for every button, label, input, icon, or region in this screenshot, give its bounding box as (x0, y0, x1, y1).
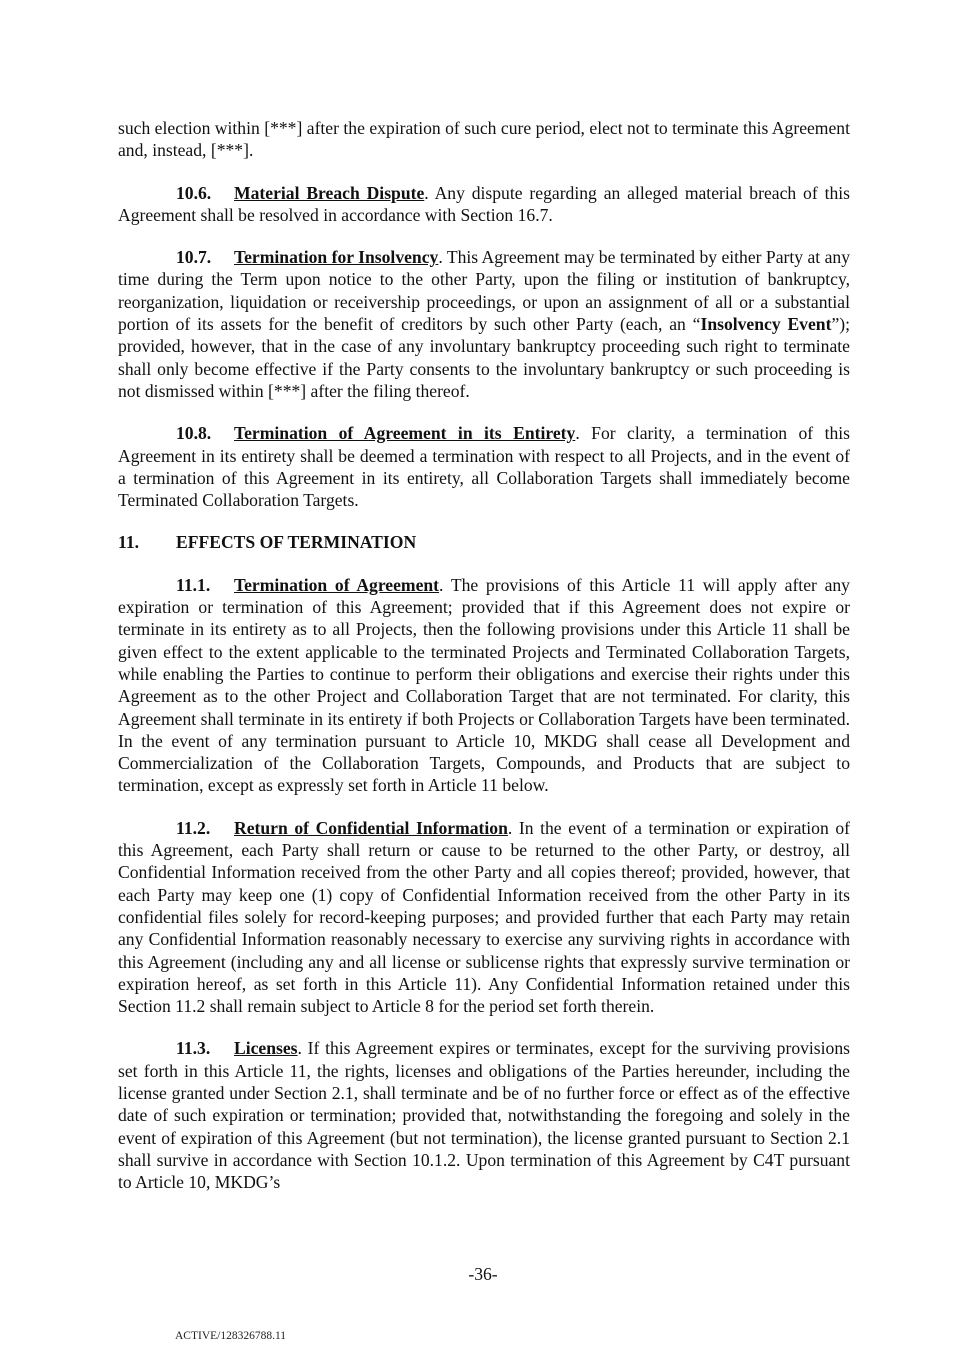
section-title: Termination for Insolvency (234, 247, 439, 268)
article-11-heading (118, 531, 850, 553)
section-title: Termination of Agreement (234, 574, 440, 595)
section-number: 11.3. (176, 1038, 211, 1059)
document-body (118, 117, 850, 1213)
section-body: . In the event of a termination or expiration of this Agreement, each Party shall return or cause to be returned to the other Party, or destroy, all Confidential Information received from the other Party and all copies thereof; provided, however, that each Party may keep one (1) copy of Confidential Information received from the other Party in its confidential files solely for record-keeping purposes; and provided further that each Party may retain any Confidential Information reasonably necessary to exercise any surviving rights in accordance with this Agreement (including any and all license or sublicense rights that expressly survive termination or expiration hereof, as set forth in this Article 11). Any Confidential Information retained under this Section 11.2 shall remain subject to Article 8 for the period set forth therein. (118, 817, 850, 1017)
section-body: . The provisions of this Article 11 will apply after any expiration or termination of this Agreement; provided that if this Agreement does not expire or terminate in its entirety as to all Projects, then the following provisions under this Article 11 shall be given effect to the extent applicable to the terminated Projects and Terminated Collaboration Targets, while enabling the Parties to continue to perform their obligations and exercise their rights under this Agreement as to the other Project and Collaboration Target that are not terminated. For clarity, this Agreement shall terminate in its entirety if both Projects or Collaboration Targets have been terminated. In the event of any termination pursuant to Article 10, MKDG shall cease all Development and Commercialization of the Collaboration Targets, Compounds, and Products that are subject to termination, except as expressly set forth in Article 11 below. (118, 574, 850, 796)
section-body: ”); provided, however, that in the case of any involuntary bankruptcy proceeding such right to terminate shall only become effective if the Party consents to the involuntary bankruptcy or such proceeding is not dismissed within [***] after the filing thereof. (118, 314, 850, 401)
section-title: Return of Confidential Information (234, 817, 508, 838)
section-10-7 (118, 246, 850, 402)
section-number: 11.2. (176, 817, 211, 838)
section-body: . If this Agreement expires or terminates, except for the surviving provisions set forth in this Article 11, the rights, licenses and obligations of the Parties hereunder, including the license granted under Section 2.1, shall terminate and be of no further force or effect as of the effective date of such expiration or termination; provided that, notwithstanding the foregoing and solely in the event of expiration of this Agreement (but not termination), the license granted pursuant to Section 2.1 shall survive in accordance with Section 10.1.2. Upon termination of this Agreement by C4T pursuant to Article 10, MKDG’s (118, 1038, 850, 1193)
section-body: . Any dispute regarding an alleged material breach of this Agreement shall be resolved in accordance with Section 16.7. (118, 182, 850, 225)
section-10-6 (118, 182, 850, 227)
section-10-8 (118, 422, 850, 511)
section-title: Licenses (234, 1038, 298, 1059)
section-body: . For clarity, a termination of this Agreement in its entirety shall be deemed a termination with respect to all Projects, and in the event of a termination of this Agreement in its entirety, all Collaboration Targets shall immediately become Terminated Collaboration Targets. (118, 423, 850, 511)
page-number: -36- (468, 1264, 498, 1284)
section-number: 10.8. (176, 423, 212, 444)
section-number: 11.1. (176, 574, 211, 595)
defined-term: Insolvency Event (700, 314, 832, 335)
paragraph-continuation: such election within [***] after the expiration of such cure period, elect not to terminate this Agreement and, instead, [***]. (118, 118, 850, 161)
article-number: 11. (118, 532, 140, 553)
section-title: Material Breach Dispute (234, 182, 425, 203)
section-body: . This Agreement may be terminated by either Party at any time during the Term upon notice to the other Party, upon the filing or institution of bankruptcy, reorganization, liquidation or receivership proceedings, or upon an assignment of all or a substantial portion of its assets for the benefit of creditors by such other Party (each, an “ (118, 247, 850, 335)
section-number: 10.6. (176, 182, 212, 203)
document-footer-id: ACTIVE/128326788.11 (175, 1330, 287, 1342)
section-number: 10.7. (176, 247, 212, 268)
article-title: EFFECTS OF TERMINATION (176, 532, 417, 553)
section-title: Termination of Agreement in its Entirety (234, 423, 576, 444)
section-11-1 (118, 574, 850, 797)
section-11-2 (118, 817, 850, 1018)
section-11-3 (118, 1037, 850, 1193)
